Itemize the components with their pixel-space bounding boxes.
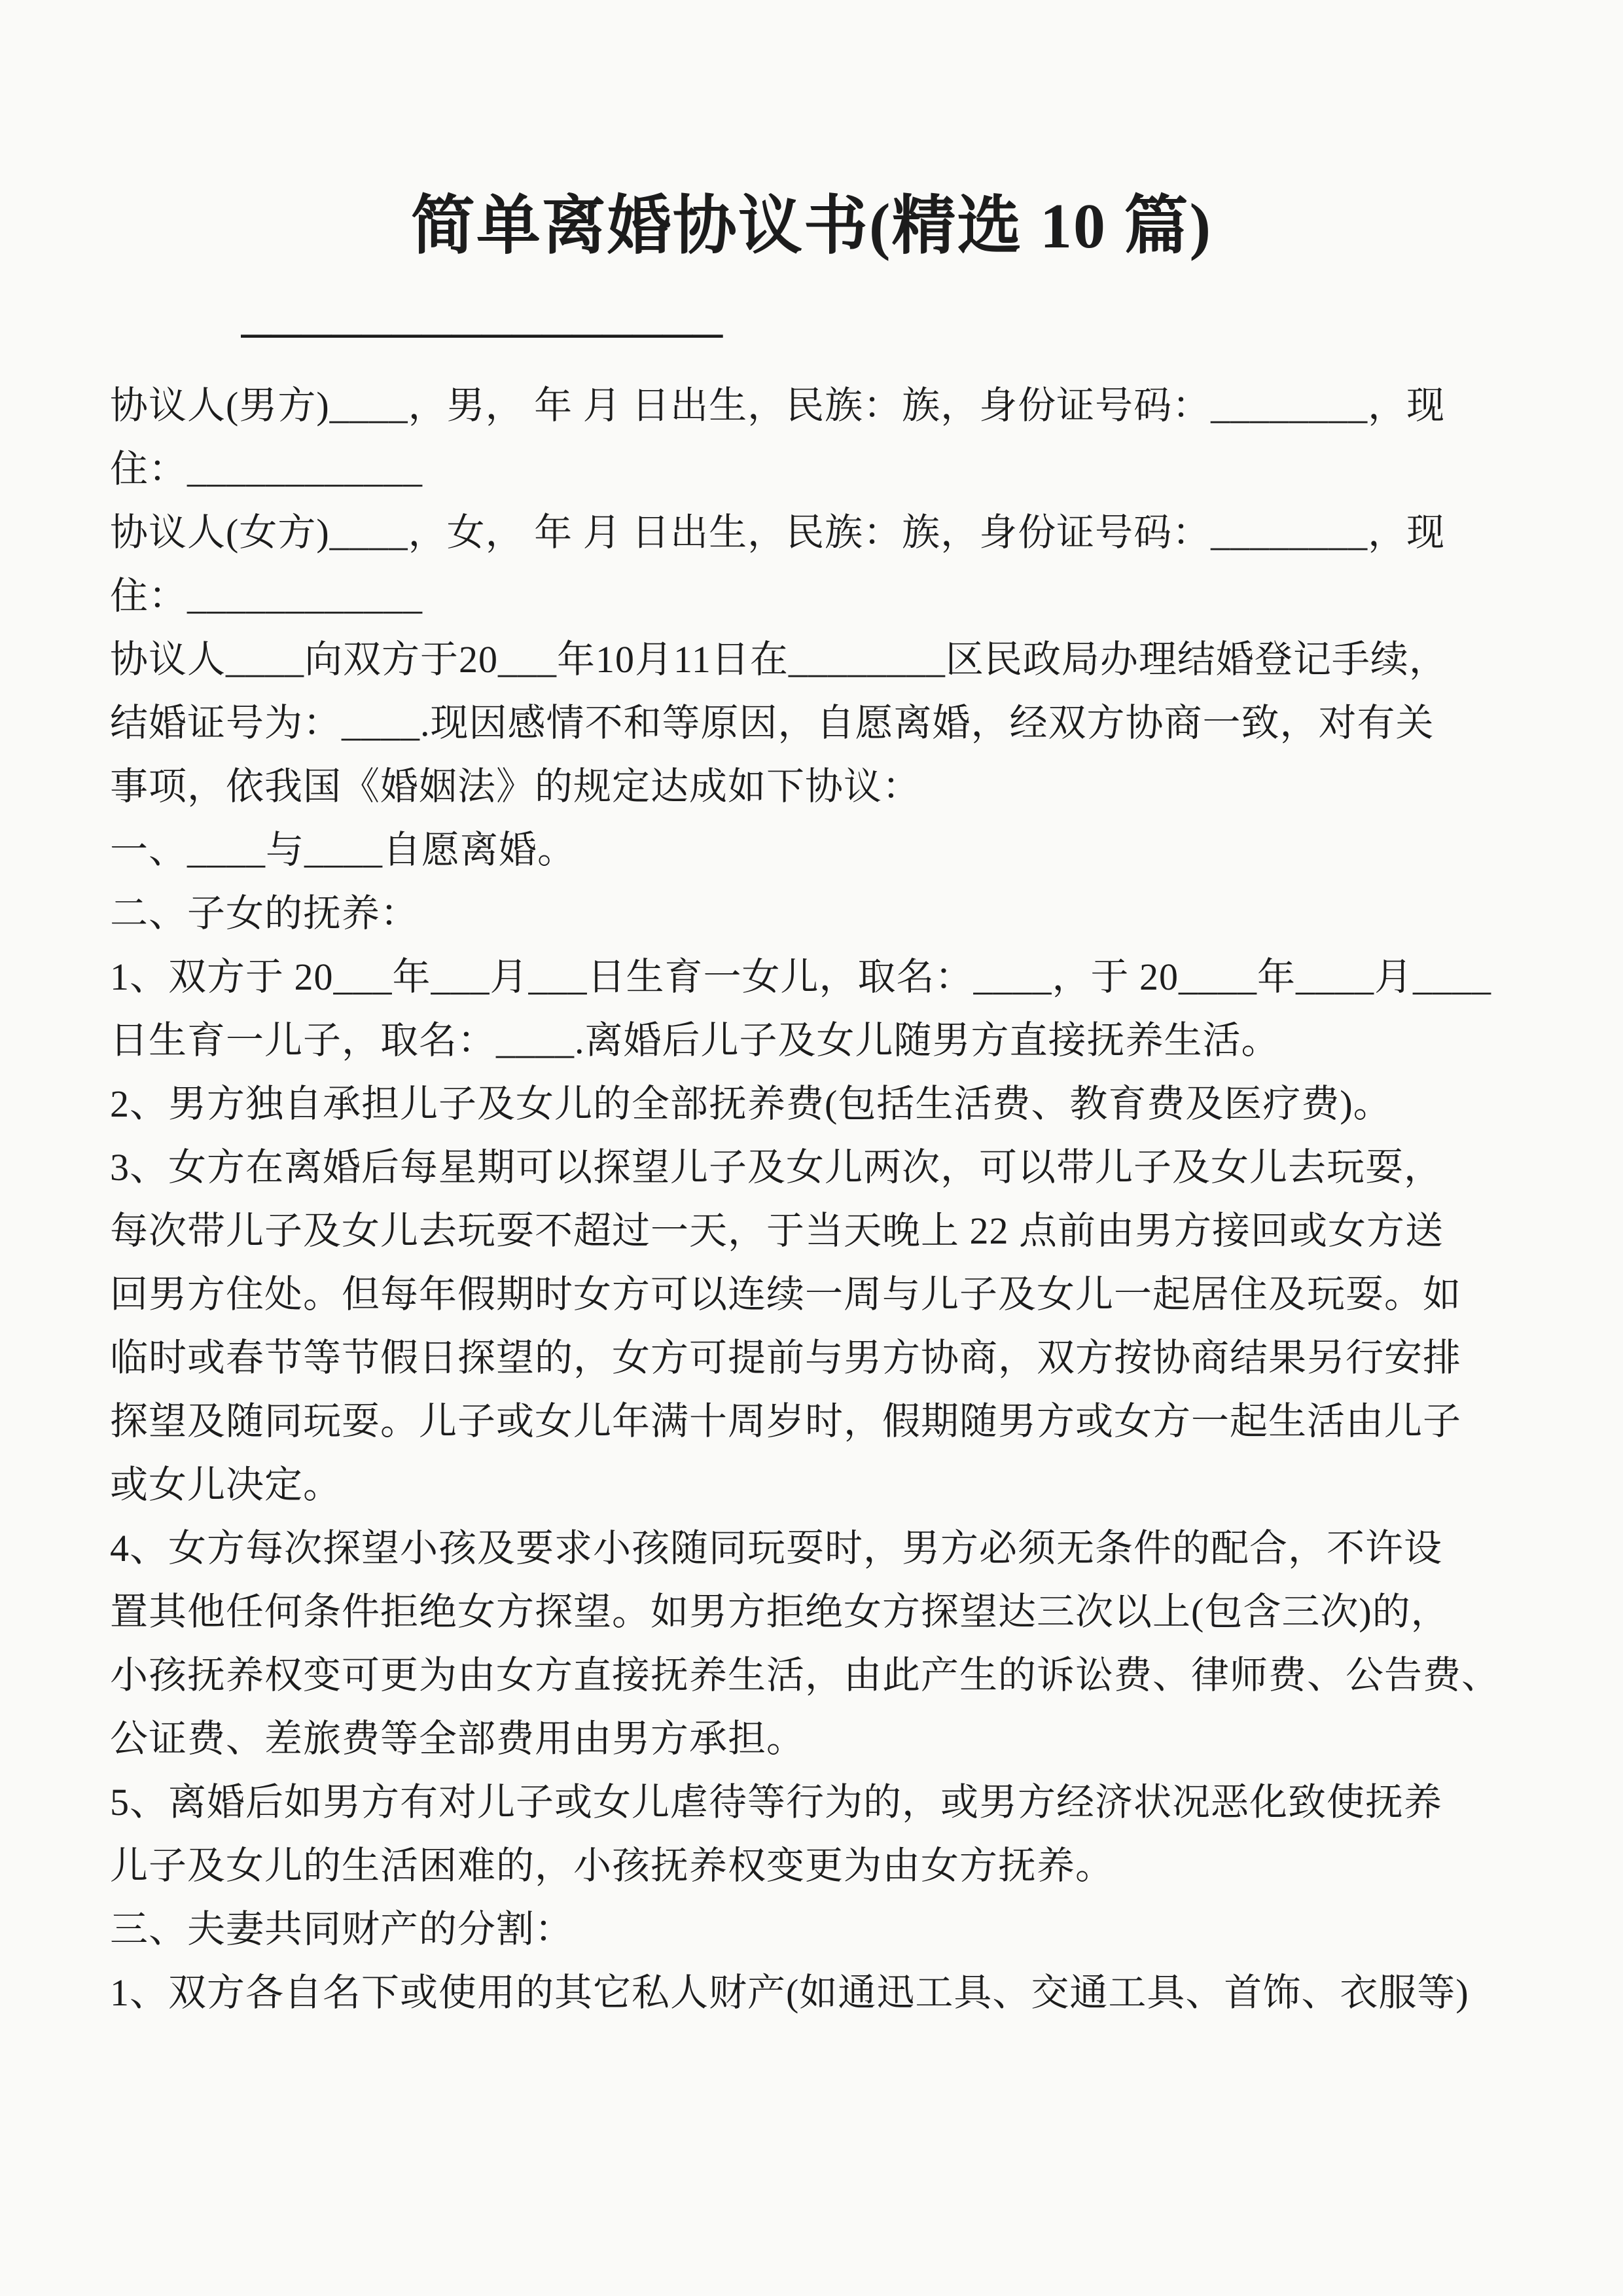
document-line: 儿子及女儿的生活困难的，小孩抚养权变更为由女方抚养。	[110, 1844, 1115, 1887]
document-line: 住：____________	[110, 574, 423, 617]
document-body	[110, 374, 1513, 2024]
separator-line: ________________	[241, 289, 722, 343]
document-line: 协议人(女方)____，女， 年 月 日出生，民族：族，身份证号码：________，现	[110, 511, 1446, 554]
document-line: 事项，依我国《婚姻法》的规定达成如下协议：	[110, 764, 921, 808]
document-line: 4、女方每次探望小孩及要求小孩随同玩耍时，男方必须无条件的配合，不许设	[110, 1526, 1443, 1570]
document-line: 小孩抚养权变可更为由女方直接抚养生活，由此产生的诉讼费、律师费、公告费、	[110, 1653, 1501, 1696]
document-line: 协议人____向双方于20___年10月11日在________区民政局办理结婚登记手续，	[110, 637, 1448, 681]
document-line: 1、双方各自名下或使用的其它私人财产(如通迅工具、交通工具、首饰、衣服等)	[110, 1971, 1469, 2014]
document-line: 临时或春节等节假日探望的，女方可提前与男方协商，双方按协商结果另行安排	[110, 1336, 1462, 1379]
document-line: 探望及随同玩耍。儿子或女儿年满十周岁时，假期随男方或女方一起生活由儿子	[110, 1399, 1462, 1443]
document-line: 3、女方在离婚后每星期可以探望儿子及女儿两次，可以带儿子及女儿去玩耍，	[110, 1145, 1443, 1189]
document-line: 一、____与____自愿离婚。	[110, 828, 577, 871]
document-line: 每次带儿子及女儿去玩耍不超过一天，于当天晚上 22 点前由男方接回或女方送	[110, 1209, 1444, 1252]
document-line: 或女儿决定。	[110, 1463, 342, 1506]
document-line: 住：____________	[110, 447, 423, 490]
document-line: 结婚证号为：____.现因感情不和等原因，自愿离婚，经双方协商一致，对有关	[110, 701, 1435, 744]
document-line: 公证费、差旅费等全部费用由男方承担。	[110, 1717, 806, 1760]
document-line: 2、男方独自承担儿子及女儿的全部抚养费(包括生活费、教育费及医疗费)。	[110, 1082, 1392, 1125]
document-line: 回男方住处。但每年假期时女方可以连续一周与儿子及女儿一起居住及玩耍。如	[110, 1272, 1462, 1316]
document-line: 二、子女的抚养：	[110, 891, 419, 935]
document-line: 置其他任何条件拒绝女方探望。如男方拒绝女方探望达三次以上(包含三次)的，	[110, 1590, 1450, 1633]
document-line: 协议人(男方)____，男， 年 月 日出生，民族：族，身份证号码：________，现	[110, 384, 1446, 427]
document-line: 5、离婚后如男方有对儿子或女儿虐待等行为的，或男方经济状况恶化致使抚养	[110, 1780, 1443, 1823]
document-line: 日生育一儿子，取名：____.离婚后儿子及女儿随男方直接抚养生活。	[110, 1018, 1280, 1062]
document-title: 简单离婚协议书(精选 10 篇)	[410, 191, 1213, 262]
document-line: 三、夫妻共同财产的分割：	[110, 1907, 574, 1950]
document-line: 1、双方于 20___年___月___日生育一女儿，取名：____，于 20____年____月____	[110, 955, 1492, 998]
